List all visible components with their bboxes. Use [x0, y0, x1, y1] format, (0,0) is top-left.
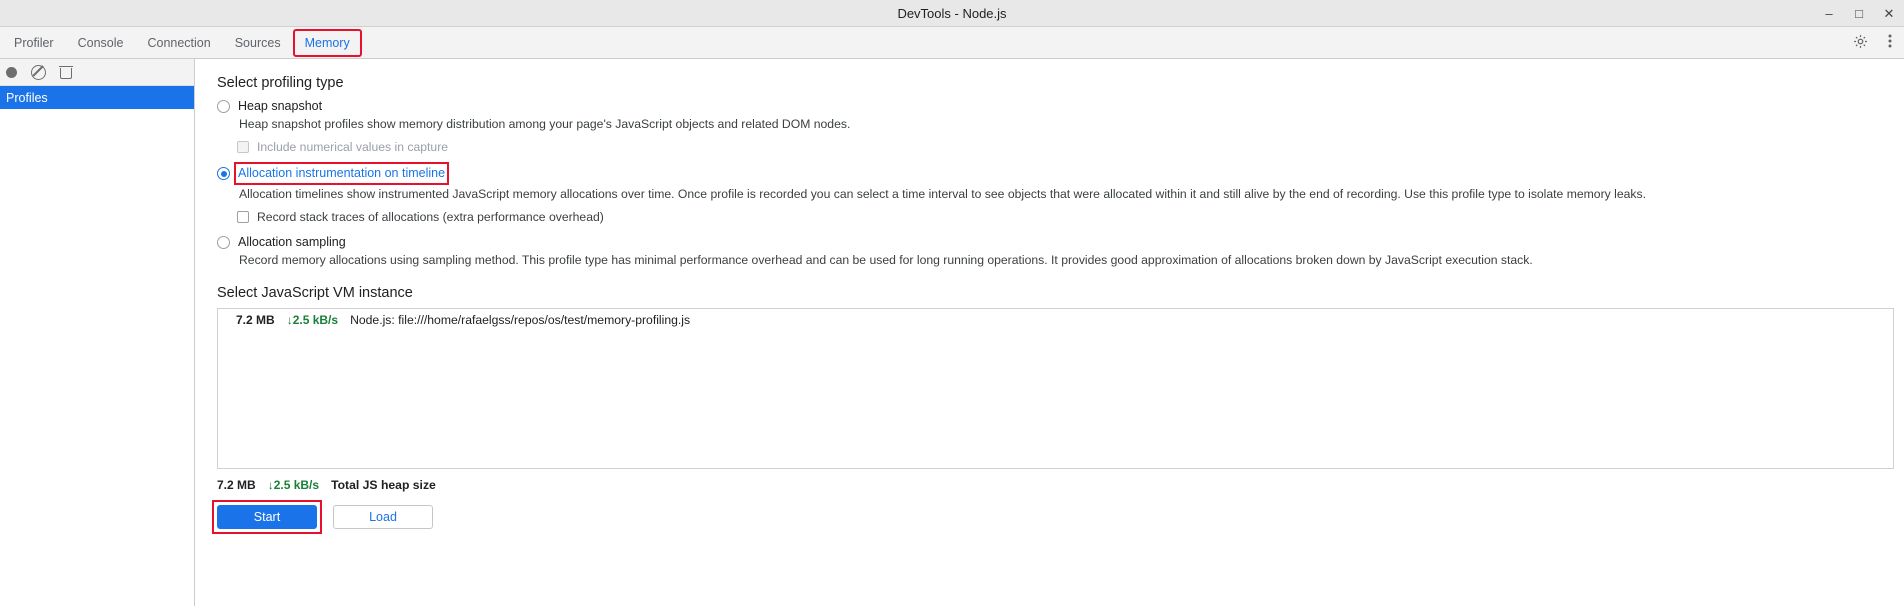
vm-heap-rate: ↓2.5 kB/s	[286, 313, 339, 327]
suboption-include-numerical-values-label: Include numerical values in capture	[257, 140, 449, 154]
total-heap-size: 7.2 MB	[217, 478, 256, 492]
maximize-icon[interactable]: □	[1855, 5, 1863, 21]
window-titlebar	[0, 0, 1904, 27]
memory-panel	[195, 59, 1904, 606]
close-icon[interactable]: ✕	[1883, 5, 1895, 21]
devtools-content	[0, 59, 1904, 606]
record-icon[interactable]	[6, 67, 17, 78]
tab-connection[interactable]: Connection	[147, 35, 211, 50]
vm-heap-size: 7.2 MB	[236, 313, 275, 327]
option-heap-snapshot-description: Heap snapshot profiles show memory distribution among your page's JavaScript objects and related DOM nodes.	[239, 117, 851, 131]
vm-list-item[interactable]	[218, 309, 1893, 331]
gear-icon[interactable]	[1852, 33, 1868, 49]
vm-instance-list[interactable]	[217, 308, 1894, 469]
suboption-include-numerical-values[interactable]	[195, 140, 1904, 154]
window-controls	[1822, 0, 1896, 26]
vm-instance-name: Node.js: file:///home/rafaelgss/repos/os/test/memory-profiling.js	[350, 313, 691, 327]
tab-sources[interactable]: Sources	[234, 35, 281, 50]
action-buttons	[195, 505, 1904, 529]
checkbox-record-stack-traces[interactable]	[237, 211, 249, 223]
start-button-highlight	[217, 505, 317, 529]
option-allocation-instrumentation-description: Allocation timelines show instrumented JavaScript memory allocations over time. Once profile is recorded you can select a time interval to see objects that were allocated within it and still alive by the end of recording. Use this profile type to isolate memory leaks.	[239, 187, 1646, 201]
tab-memory[interactable]: Memory	[294, 30, 361, 56]
devtools-tabstrip	[0, 27, 1904, 59]
option-allocation-instrumentation[interactable]	[195, 166, 1904, 181]
option-allocation-instrumentation-label: Allocation instrumentation on timeline	[238, 166, 446, 180]
tab-profiler[interactable]: Profiler	[14, 35, 54, 50]
suboption-record-stack-traces[interactable]	[195, 210, 1904, 224]
radio-allocation-sampling[interactable]	[217, 236, 230, 249]
sidebar-toolbar	[0, 59, 194, 86]
load-button[interactable]: Load	[333, 505, 433, 529]
sidebar-item-profiles[interactable]	[0, 86, 194, 109]
checkbox-include-numerical-values[interactable]	[237, 141, 249, 153]
tabstrip-actions	[1852, 33, 1898, 49]
radio-heap-snapshot[interactable]	[217, 100, 230, 113]
minimize-icon[interactable]: –	[1825, 5, 1833, 21]
delete-icon[interactable]	[60, 66, 72, 79]
more-vertical-icon[interactable]	[1882, 33, 1898, 49]
radio-allocation-instrumentation[interactable]	[217, 167, 230, 180]
window-title: DevTools - Node.js	[897, 5, 1007, 21]
sidebar-item-label: Profiles	[6, 90, 48, 105]
profiles-sidebar	[0, 59, 195, 606]
option-heap-snapshot[interactable]	[195, 99, 1904, 114]
option-allocation-sampling-description: Record memory allocations using sampling method. This profile type has minimal performance overhead and can be used for long running operations. It provides good approximation of allocations broken down by JavaScript execution stack.	[239, 253, 1533, 267]
vm-instance-title: Select JavaScript VM instance	[217, 285, 413, 301]
suboption-record-stack-traces-label: Record stack traces of allocations (extra performance overhead)	[257, 210, 604, 224]
tab-console[interactable]: Console	[77, 35, 124, 50]
option-allocation-sampling[interactable]	[195, 235, 1904, 250]
start-button[interactable]: Start	[217, 505, 317, 529]
option-allocation-sampling-label: Allocation sampling	[238, 235, 346, 249]
totals-row	[195, 478, 1904, 492]
clear-icon[interactable]	[31, 65, 46, 80]
profiling-type-title: Select profiling type	[217, 75, 344, 91]
total-heap-rate: ↓2.5 kB/s	[267, 478, 320, 492]
option-heap-snapshot-label: Heap snapshot	[238, 99, 323, 113]
total-heap-label: Total JS heap size	[331, 478, 436, 492]
